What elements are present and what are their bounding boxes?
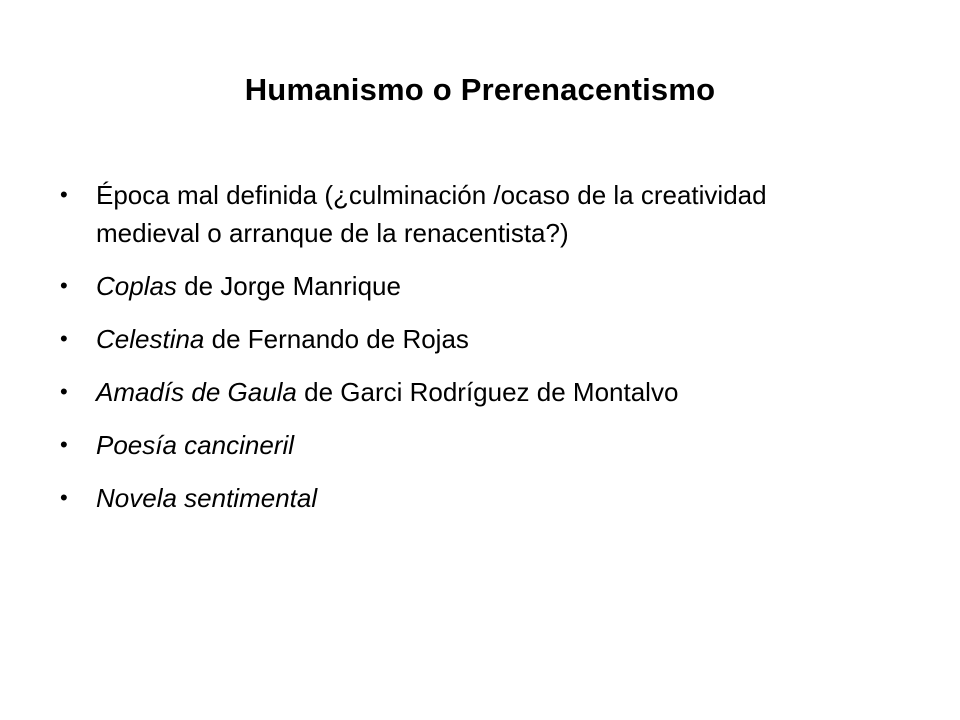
bullet-icon: • (60, 273, 68, 298)
bullet-icon: • (60, 485, 68, 510)
bullet-item-epoca (60, 176, 840, 252)
bullet-item-novela (60, 479, 840, 517)
work-title: Novela sentimental (96, 483, 318, 513)
bullet-icon: • (60, 379, 68, 404)
work-author: de Jorge Manrique (176, 271, 401, 301)
bullet-icon: • (60, 326, 68, 351)
slide-title: Humanismo o Prerenacentismo (244, 72, 716, 107)
bullet-item-celestina (60, 320, 840, 358)
bullet-icon: • (60, 182, 68, 207)
bullet-item-poesia (60, 426, 840, 464)
work-title: Poesía cancineril (96, 430, 294, 460)
work-author: de Garci Rodríguez de Montalvo (296, 377, 679, 407)
bullet-list (60, 176, 840, 532)
bullet-item-coplas (60, 267, 840, 305)
bullet-item-amadis (60, 373, 840, 411)
work-title: Coplas (96, 271, 177, 301)
work-author: de Fernando de Rojas (204, 324, 469, 354)
bullet-text: Época mal definida (¿culminación /ocaso de la creatividad medieval o arranque de la renacentista?) (96, 180, 767, 248)
work-title: Amadís de Gaula (96, 377, 297, 407)
work-title: Celestina (96, 324, 205, 354)
bullet-icon: • (60, 432, 68, 457)
